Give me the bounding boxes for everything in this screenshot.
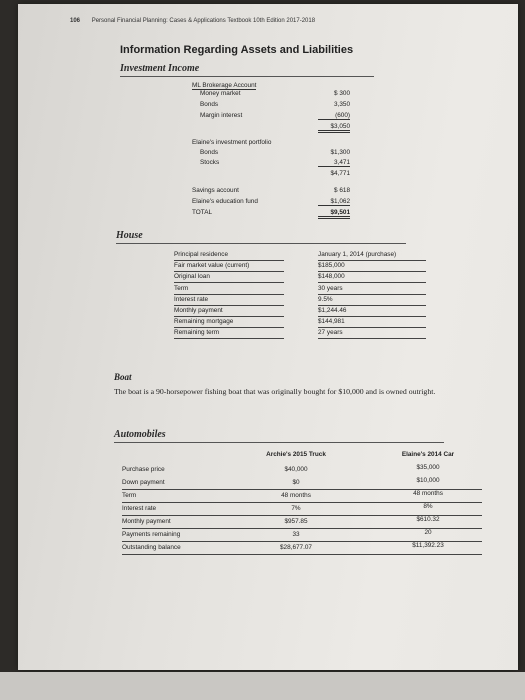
desk-surface — [0, 672, 525, 700]
house-row-value: 30 years — [318, 284, 343, 292]
house-row-label: Monthly payment — [174, 307, 223, 314]
auto-elaine-value: $11,392.23 — [412, 542, 444, 549]
row-rule — [174, 327, 284, 328]
ml-total: $3,050 — [318, 123, 350, 133]
row-rule — [318, 316, 426, 317]
row-rule — [174, 338, 284, 339]
boat-description: The boat is a 90-horsepower fishing boat that was originally bought for $10,000 and is owned outright. — [114, 387, 436, 396]
section-rule — [114, 442, 444, 443]
savings-label: Savings account — [192, 187, 239, 194]
auto-elaine-value: 20 — [424, 529, 432, 536]
ml-row-label: Margin interest — [200, 112, 243, 119]
auto-elaine-value: 48 months — [413, 490, 443, 497]
auto-archie-value: 7% — [291, 505, 301, 512]
house-row-value: $144,981 — [318, 318, 345, 326]
auto-elaine-value: $610.32 — [416, 516, 440, 523]
row-rule — [318, 260, 426, 261]
row-rule — [122, 554, 482, 555]
elaine-row-value: 3,471 — [318, 159, 350, 167]
page-title: Information Regarding Assets and Liabilities — [120, 44, 354, 56]
auto-elaine-value: 8% — [423, 503, 433, 510]
row-rule — [318, 282, 426, 283]
total-value: $9,501 — [318, 209, 350, 219]
ml-row-value: (600) — [318, 112, 350, 120]
house-row-value: $185,000 — [318, 262, 345, 270]
auto-elaine-value: $35,000 — [416, 464, 440, 471]
auto-row-label: Monthly payment — [122, 518, 171, 525]
row-rule — [318, 271, 426, 272]
row-rule — [174, 271, 284, 272]
row-rule — [174, 305, 284, 306]
house-row-value: $1,244.46 — [318, 307, 347, 314]
house-row-label: Fair market value (current) — [174, 262, 250, 270]
auto-col-header: Archie's 2015 Truck — [266, 451, 326, 458]
investment-income-heading: Investment Income — [120, 63, 200, 74]
elaine-total: $4,771 — [330, 170, 350, 177]
elaine-portfolio-header: Elaine's investment portfolio — [192, 139, 272, 146]
house-row-label: Term — [174, 284, 189, 292]
auto-archie-value: $28,677.07 — [280, 544, 312, 551]
running-title: Personal Financial Planning: Cases & Applications Textbook 10th Edition 2017-2018 — [91, 18, 316, 24]
row-rule — [174, 282, 284, 283]
row-rule — [174, 294, 284, 295]
auto-row-label: Payments remaining — [122, 531, 181, 538]
auto-row-label: Interest rate — [122, 505, 157, 512]
row-rule — [318, 338, 426, 339]
house-row-value: 9.5% — [318, 295, 333, 303]
textbook-page — [18, 4, 518, 670]
row-rule — [318, 327, 426, 328]
auto-archie-value: $0 — [292, 479, 300, 486]
house-row-label: Interest rate — [174, 295, 209, 303]
auto-elaine-value: $10,000 — [416, 477, 440, 484]
house-row-label: Original loan — [174, 273, 210, 281]
auto-archie-value: $957.85 — [284, 518, 308, 525]
house-row-label: Principal residence — [174, 251, 228, 258]
auto-row-label: Term — [122, 492, 137, 499]
automobiles-heading: Automobiles — [114, 429, 166, 440]
house-row-value: January 1, 2014 (purchase) — [318, 251, 397, 258]
row-rule — [174, 260, 284, 261]
row-rule — [318, 294, 426, 295]
auto-col-header: Elaine's 2014 Car — [401, 451, 455, 458]
auto-archie-value: 48 months — [281, 492, 311, 499]
auto-row-label: Outstanding balance — [122, 544, 181, 551]
total-label: TOTAL — [192, 209, 213, 216]
house-row-value: 27 years — [318, 329, 343, 337]
house-heading: House — [116, 230, 143, 241]
education-fund-label: Elaine's education fund — [192, 198, 258, 205]
education-fund-value: $1,062 — [318, 198, 350, 206]
auto-archie-value: $40,000 — [284, 466, 308, 473]
ml-row-label: Money market — [200, 90, 241, 97]
boat-heading: Boat — [114, 372, 132, 382]
page-number: 106 — [70, 18, 81, 24]
row-rule — [318, 305, 426, 306]
ml-row-label: Bonds — [200, 101, 219, 108]
running-header — [70, 18, 315, 24]
elaine-row-label: Stocks — [200, 159, 220, 166]
ml-row-value: 3,350 — [334, 101, 350, 108]
house-row-label: Remaining term — [174, 329, 220, 337]
section-rule — [120, 76, 374, 77]
section-rule — [116, 243, 406, 244]
house-row-label: Remaining mortgage — [174, 318, 234, 326]
savings-value: $ 618 — [334, 187, 350, 194]
ml-row-value: $ 300 — [334, 90, 350, 97]
elaine-row-label: Bonds — [200, 149, 219, 156]
auto-row-label: Purchase price — [122, 466, 165, 473]
house-row-value: $148,000 — [318, 273, 345, 281]
elaine-row-value: $1,300 — [330, 149, 350, 156]
auto-archie-value: 33 — [292, 531, 300, 538]
auto-row-label: Down payment — [122, 479, 165, 486]
ml-account-header: ML Brokerage Account — [192, 82, 257, 89]
row-rule — [174, 316, 284, 317]
